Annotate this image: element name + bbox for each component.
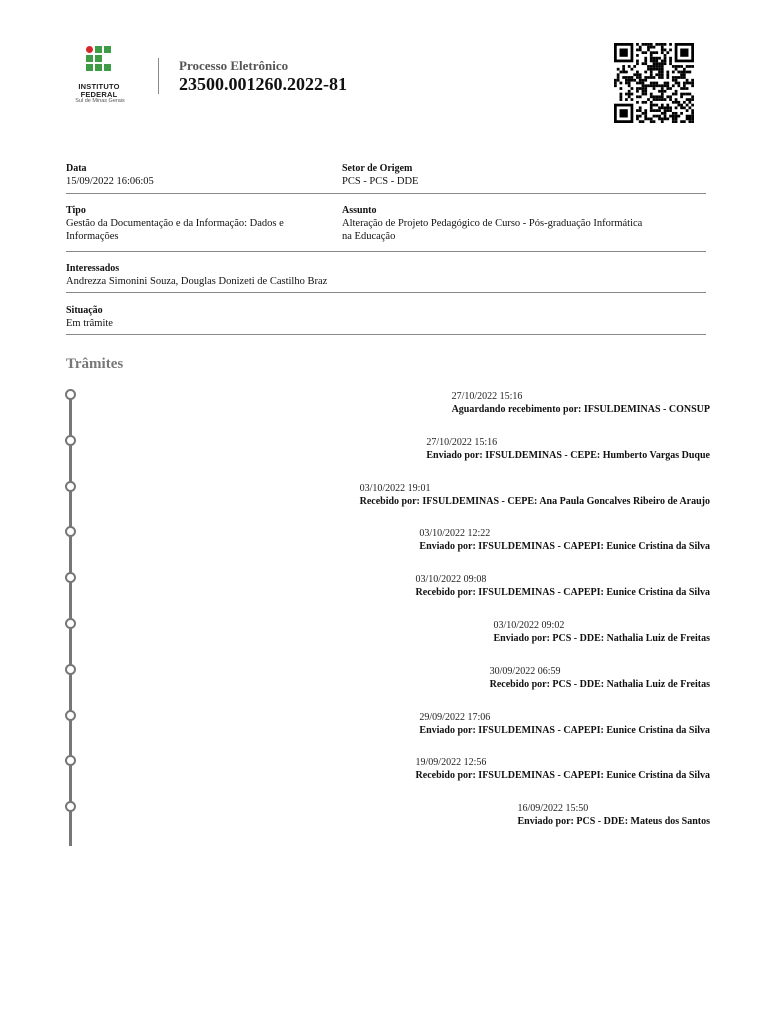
timeline-dot-icon bbox=[65, 572, 76, 583]
tramite-entry bbox=[426, 437, 710, 462]
tipo-value-line1: Gestão da Documentação e da Informação: Dados e bbox=[66, 218, 284, 229]
tramite-time: 03/10/2022 19:01 bbox=[359, 482, 431, 494]
tramite-description: Recebido por: IFSULDEMINAS - CAPEPI: Eunice Cristina da Silva bbox=[415, 770, 710, 782]
timeline-dot-icon bbox=[65, 618, 76, 629]
tramite-time: 27/10/2022 15:16 bbox=[426, 436, 498, 448]
tramite-description: Enviado por: IFSULDEMINAS - CAPEPI: Eunice Cristina da Silva bbox=[419, 724, 710, 736]
setor-label: Setor de Origem bbox=[342, 163, 413, 174]
process-label: Processo Eletrônico bbox=[179, 58, 289, 73]
row-data-setor bbox=[66, 160, 706, 194]
timeline-dot-icon bbox=[65, 435, 76, 446]
data-value: 15/09/2022 16:06:05 bbox=[66, 176, 154, 187]
tramite-entry bbox=[416, 574, 710, 599]
timeline-dot-icon bbox=[65, 801, 76, 812]
tramite-description: Aguardando recebimento por: IFSULDEMINAS - CONSUP bbox=[451, 404, 710, 415]
tramite-entry bbox=[517, 803, 710, 828]
logo-mark-icon bbox=[86, 46, 112, 76]
institution-logo bbox=[64, 46, 134, 106]
timeline-dot-icon bbox=[65, 664, 76, 675]
row-interessados bbox=[66, 252, 706, 293]
tramite-time: 27/10/2022 15:16 bbox=[451, 391, 523, 402]
timeline-dot-icon bbox=[65, 481, 76, 492]
header-divider bbox=[158, 58, 159, 94]
tramite-entry bbox=[419, 528, 710, 553]
tramite-description: Enviado por: IFSULDEMINAS - CAPEPI: Eunice Cristina da Silva bbox=[419, 541, 710, 553]
tramite-entry bbox=[416, 757, 710, 782]
situacao-value: Em trâmite bbox=[66, 318, 113, 329]
interessados-value: Andrezza Simonini Souza, Douglas Donizeti de Castilho Braz bbox=[66, 276, 328, 287]
tramite-time: 03/10/2022 12:22 bbox=[419, 528, 491, 540]
tramite-entry bbox=[494, 620, 711, 645]
process-fields bbox=[66, 160, 706, 335]
timeline-dot-icon bbox=[65, 710, 76, 721]
logo-text-line1: INSTITUTO bbox=[78, 82, 120, 91]
tramite-time: 03/10/2022 09:02 bbox=[493, 620, 565, 631]
tramite-time: 16/09/2022 15:50 bbox=[517, 803, 589, 815]
tramite-time: 03/10/2022 09:08 bbox=[415, 574, 487, 586]
setor-value: PCS - PCS - DDE bbox=[342, 176, 419, 187]
tramite-time: 19/09/2022 12:56 bbox=[415, 757, 487, 769]
process-number: 23500.001260.2022-81 bbox=[179, 74, 347, 94]
tipo-value-line2: Informações bbox=[66, 231, 119, 242]
tramite-time: 30/09/2022 06:59 bbox=[489, 665, 561, 677]
tramite-description: Recebido por: PCS - DDE: Nathalia Luiz de Freitas bbox=[489, 678, 710, 690]
tramite-entry bbox=[360, 483, 710, 508]
row-situacao bbox=[66, 293, 706, 335]
assunto-label: Assunto bbox=[342, 205, 377, 216]
qr-code-icon bbox=[612, 43, 696, 123]
document-header bbox=[0, 0, 770, 130]
tramite-entry bbox=[419, 712, 710, 737]
data-label: Data bbox=[66, 163, 87, 174]
tipo-label: Tipo bbox=[66, 205, 86, 216]
tramite-description: Enviado por: PCS - DDE: Mateus dos Santos bbox=[517, 816, 710, 828]
assunto-value-line1: Alteração de Projeto Pedagógico de Curso - Pós-graduação Informática bbox=[342, 218, 643, 229]
tramite-entry bbox=[490, 666, 710, 691]
tramites-title: Trâmites bbox=[66, 356, 124, 372]
tramite-description: Enviado por: IFSULDEMINAS - CEPE: Humberto Vargas Duque bbox=[426, 449, 710, 461]
row-tipo-assunto bbox=[66, 194, 706, 252]
tramite-description: Recebido por: IFSULDEMINAS - CEPE: Ana Paula Goncalves Ribeiro de Araujo bbox=[359, 495, 710, 507]
tramite-description: Recebido por: IFSULDEMINAS - CAPEPI: Eunice Cristina da Silva bbox=[415, 587, 710, 599]
tramite-entry bbox=[452, 391, 710, 416]
logo-text-line3: Sul de Minas Gerais bbox=[75, 98, 125, 104]
timeline-dot-icon bbox=[65, 389, 76, 400]
timeline-dot-icon bbox=[65, 526, 76, 537]
situacao-label: Situação bbox=[66, 305, 103, 316]
timeline-dot-icon bbox=[65, 755, 76, 766]
tramite-time: 29/09/2022 17:06 bbox=[419, 711, 491, 723]
interessados-label: Interessados bbox=[66, 263, 120, 274]
assunto-value-line2: na Educação bbox=[342, 231, 396, 242]
logo-text-line2: FEDERAL bbox=[80, 90, 118, 99]
tramite-description: Enviado por: PCS - DDE: Nathalia Luiz de Freitas bbox=[493, 633, 710, 644]
